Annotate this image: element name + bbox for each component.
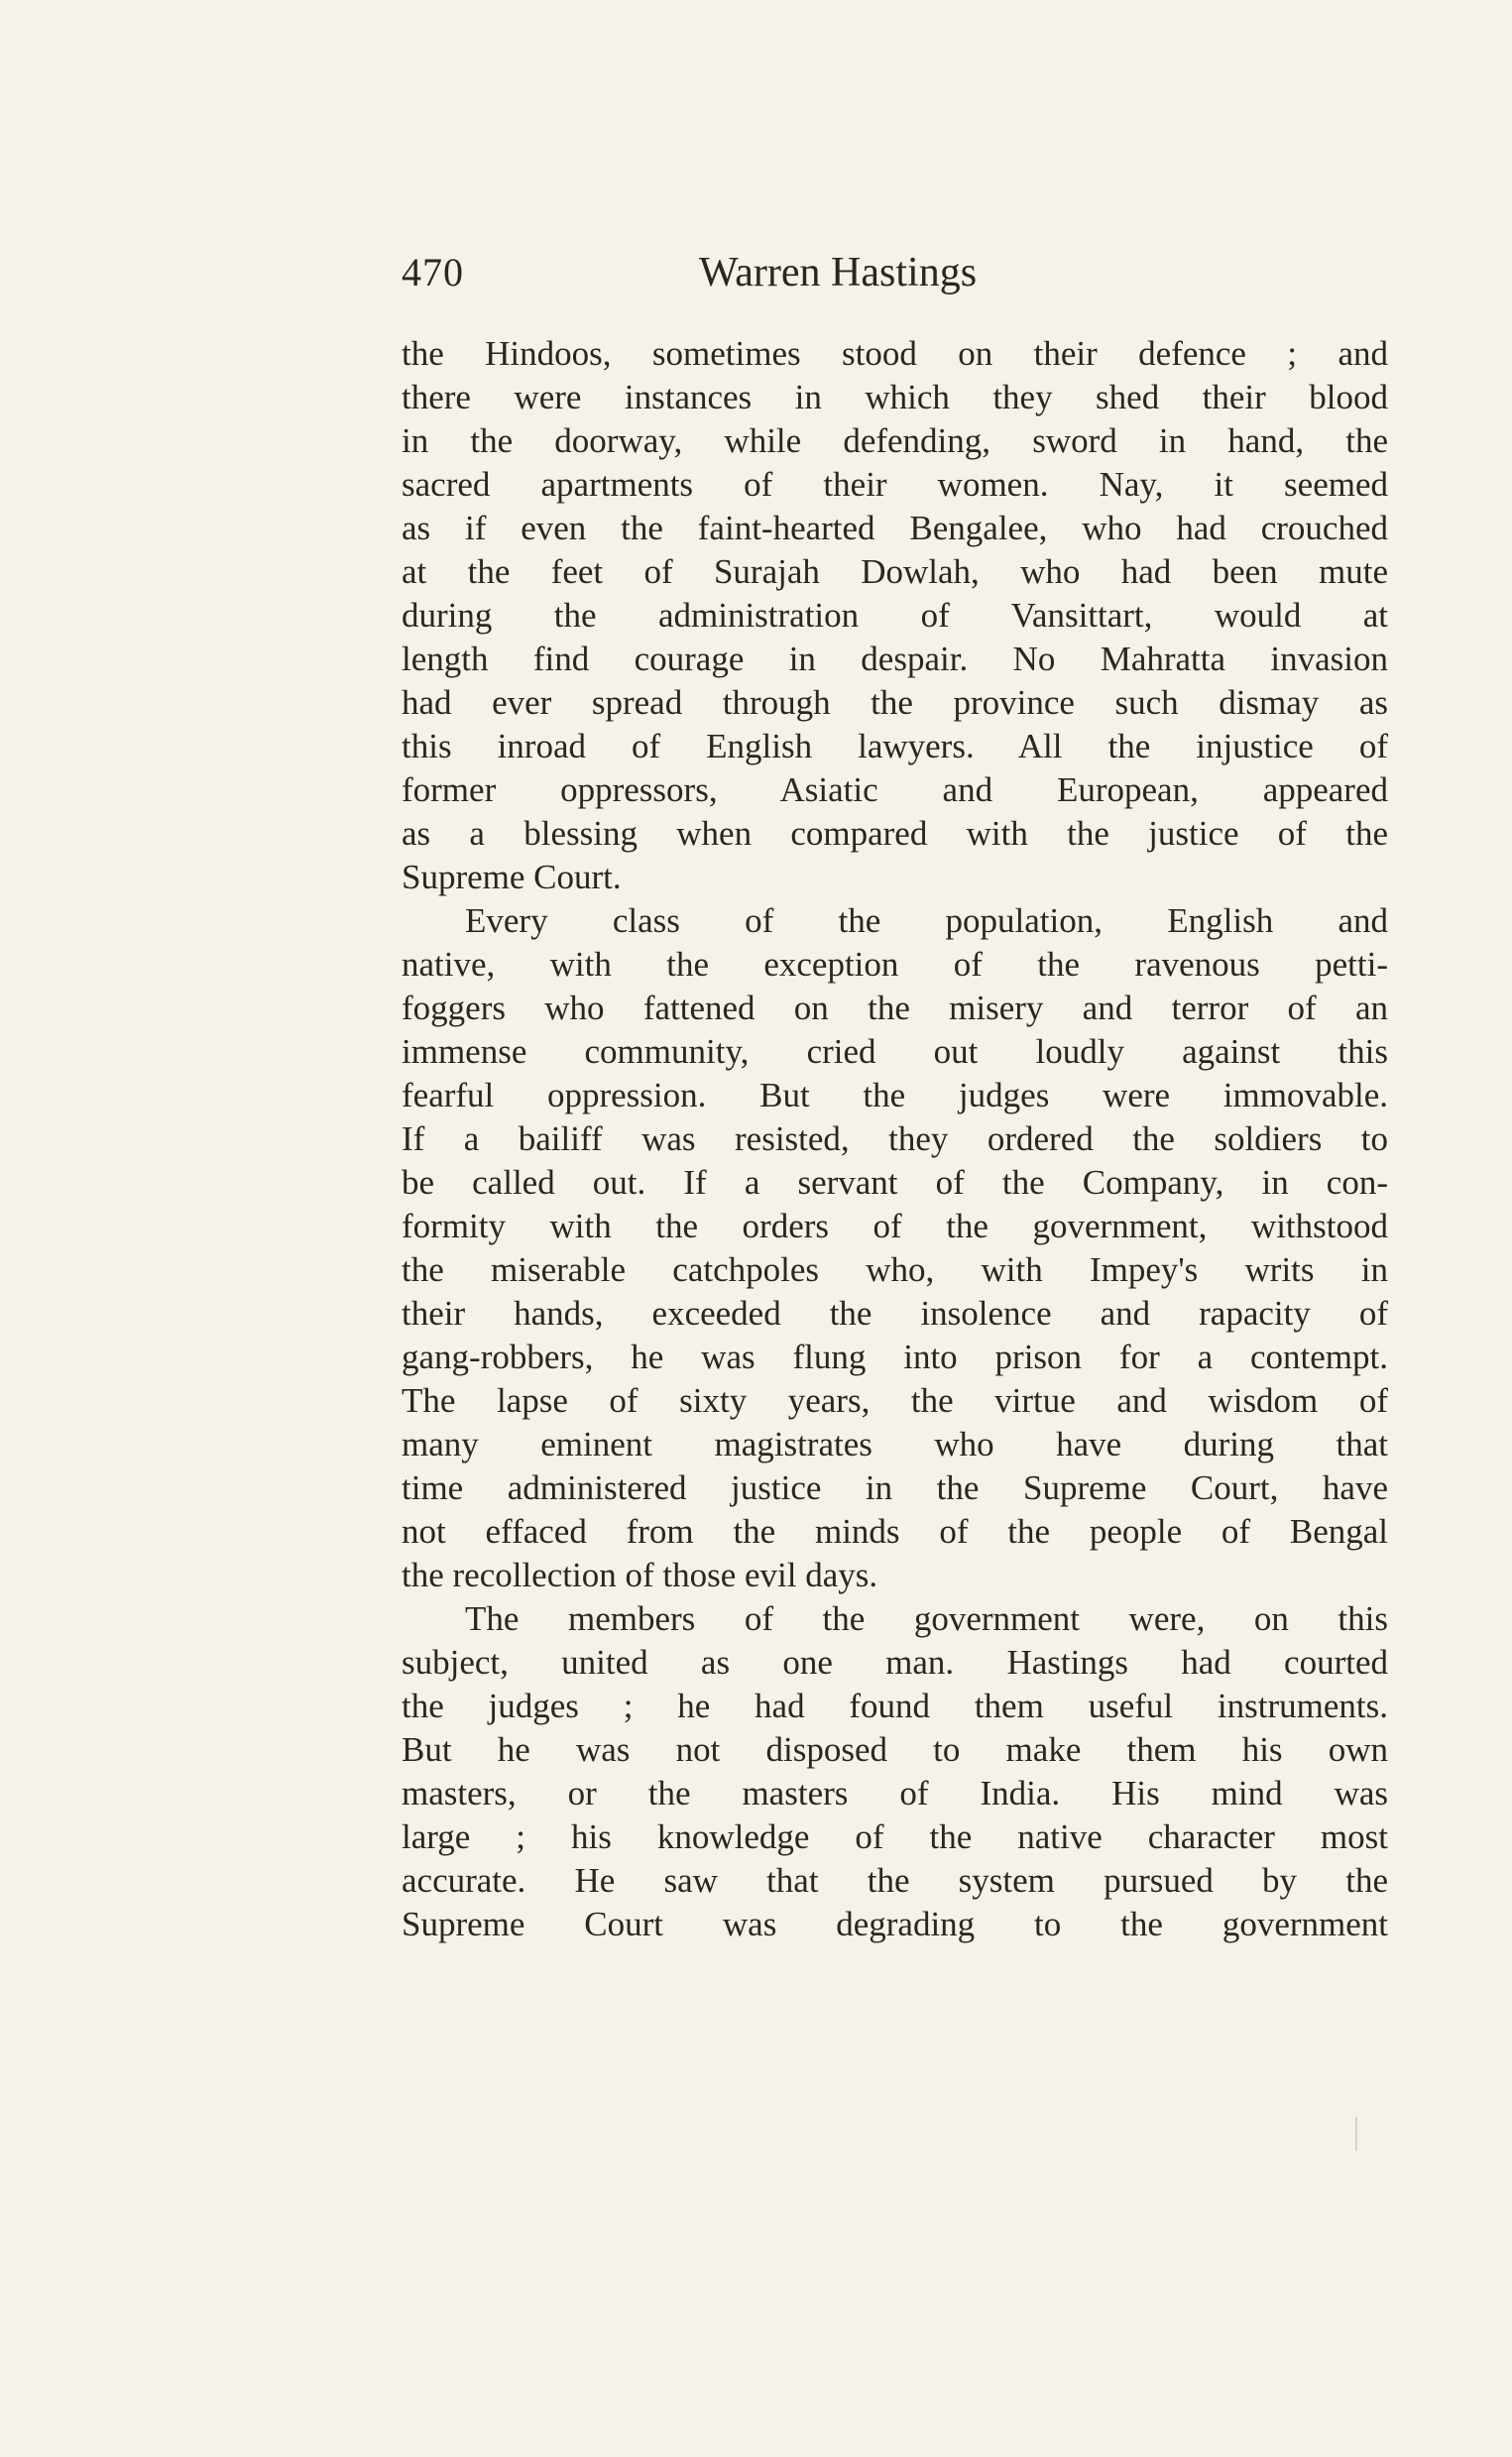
text-line: formity with the orders of the government, withstood [402,1207,1388,1245]
paragraph-end-line: the recollection of those evil days. [402,1556,878,1594]
text-line: during the administration of Vansittart, would at [402,596,1388,635]
body-text [402,332,1388,1946]
text-line: masters, or the masters of India. His mind was [402,1774,1388,1813]
text-line: the miserable catchpoles who, with Impey's writs in [402,1250,1388,1289]
paragraph-end-line: Supreme Court. [402,858,622,896]
text-line: there were instances in which they shed their blood [402,378,1388,416]
paragraph-start-line: The members of the government were, on this [465,1599,1388,1638]
text-line: as if even the faint-hearted Bengalee, who had crouched [402,509,1388,547]
text-line: Supreme Court was degrading to the government [402,1905,1388,1943]
text-line: subject, united as one man. Hastings had courted [402,1643,1388,1682]
text-line: the Hindoos, sometimes stood on their defence ; and [402,334,1388,373]
text-line: in the doorway, while defending, sword in hand, the [402,421,1388,460]
page-number: 470 [402,250,464,294]
text-line: as a blessing when compared with the justice of the [402,814,1388,853]
text-line: the judges ; he had found them useful instruments. [402,1687,1388,1725]
text-line: large ; his knowledge of the native character most [402,1817,1388,1856]
margin-mark [1355,2117,1357,2151]
text-line: immense community, cried out loudly against this [402,1032,1388,1071]
text-line: not effaced from the minds of the people of Bengal [402,1512,1388,1551]
text-line: foggers who fattened on the misery and terror of an [402,989,1388,1027]
text-line: time administered justice in the Supreme Court, have [402,1468,1388,1507]
text-line: many eminent magistrates who have during that [402,1425,1388,1463]
text-line: fearful oppression. But the judges were immovable. [402,1076,1388,1114]
text-line: If a bailiff was resisted, they ordered the soldiers to [402,1119,1388,1158]
text-line: their hands, exceeded the insolence and rapacity of [402,1294,1388,1333]
running-title: Warren Hastings [699,250,978,295]
paragraph-start-line: Every class of the population, English and [465,901,1388,940]
text-line: sacred apartments of their women. Nay, it seemed [402,465,1388,504]
text-line: had ever spread through the province such dismay as [402,683,1388,722]
text-line: be called out. If a servant of the Company, in con- [402,1163,1388,1202]
text-line: native, with the exception of the ravenous petti- [402,945,1388,984]
text-line: But he was not disposed to make them his own [402,1730,1388,1769]
text-line: The lapse of sixty years, the virtue and wisdom of [402,1381,1388,1420]
text-line: at the feet of Surajah Dowlah, who had been mute [402,552,1388,591]
text-line: this inroad of English lawyers. All the injustice of [402,727,1388,765]
text-line: former oppressors, Asiatic and European, appeared [402,770,1388,809]
text-line: accurate. He saw that the system pursued by the [402,1861,1388,1900]
text-line: gang-robbers, he was flung into prison for a contempt. [402,1338,1388,1376]
running-head [402,243,1081,302]
text-line: length find courage in despair. No Mahratta invasion [402,640,1388,678]
